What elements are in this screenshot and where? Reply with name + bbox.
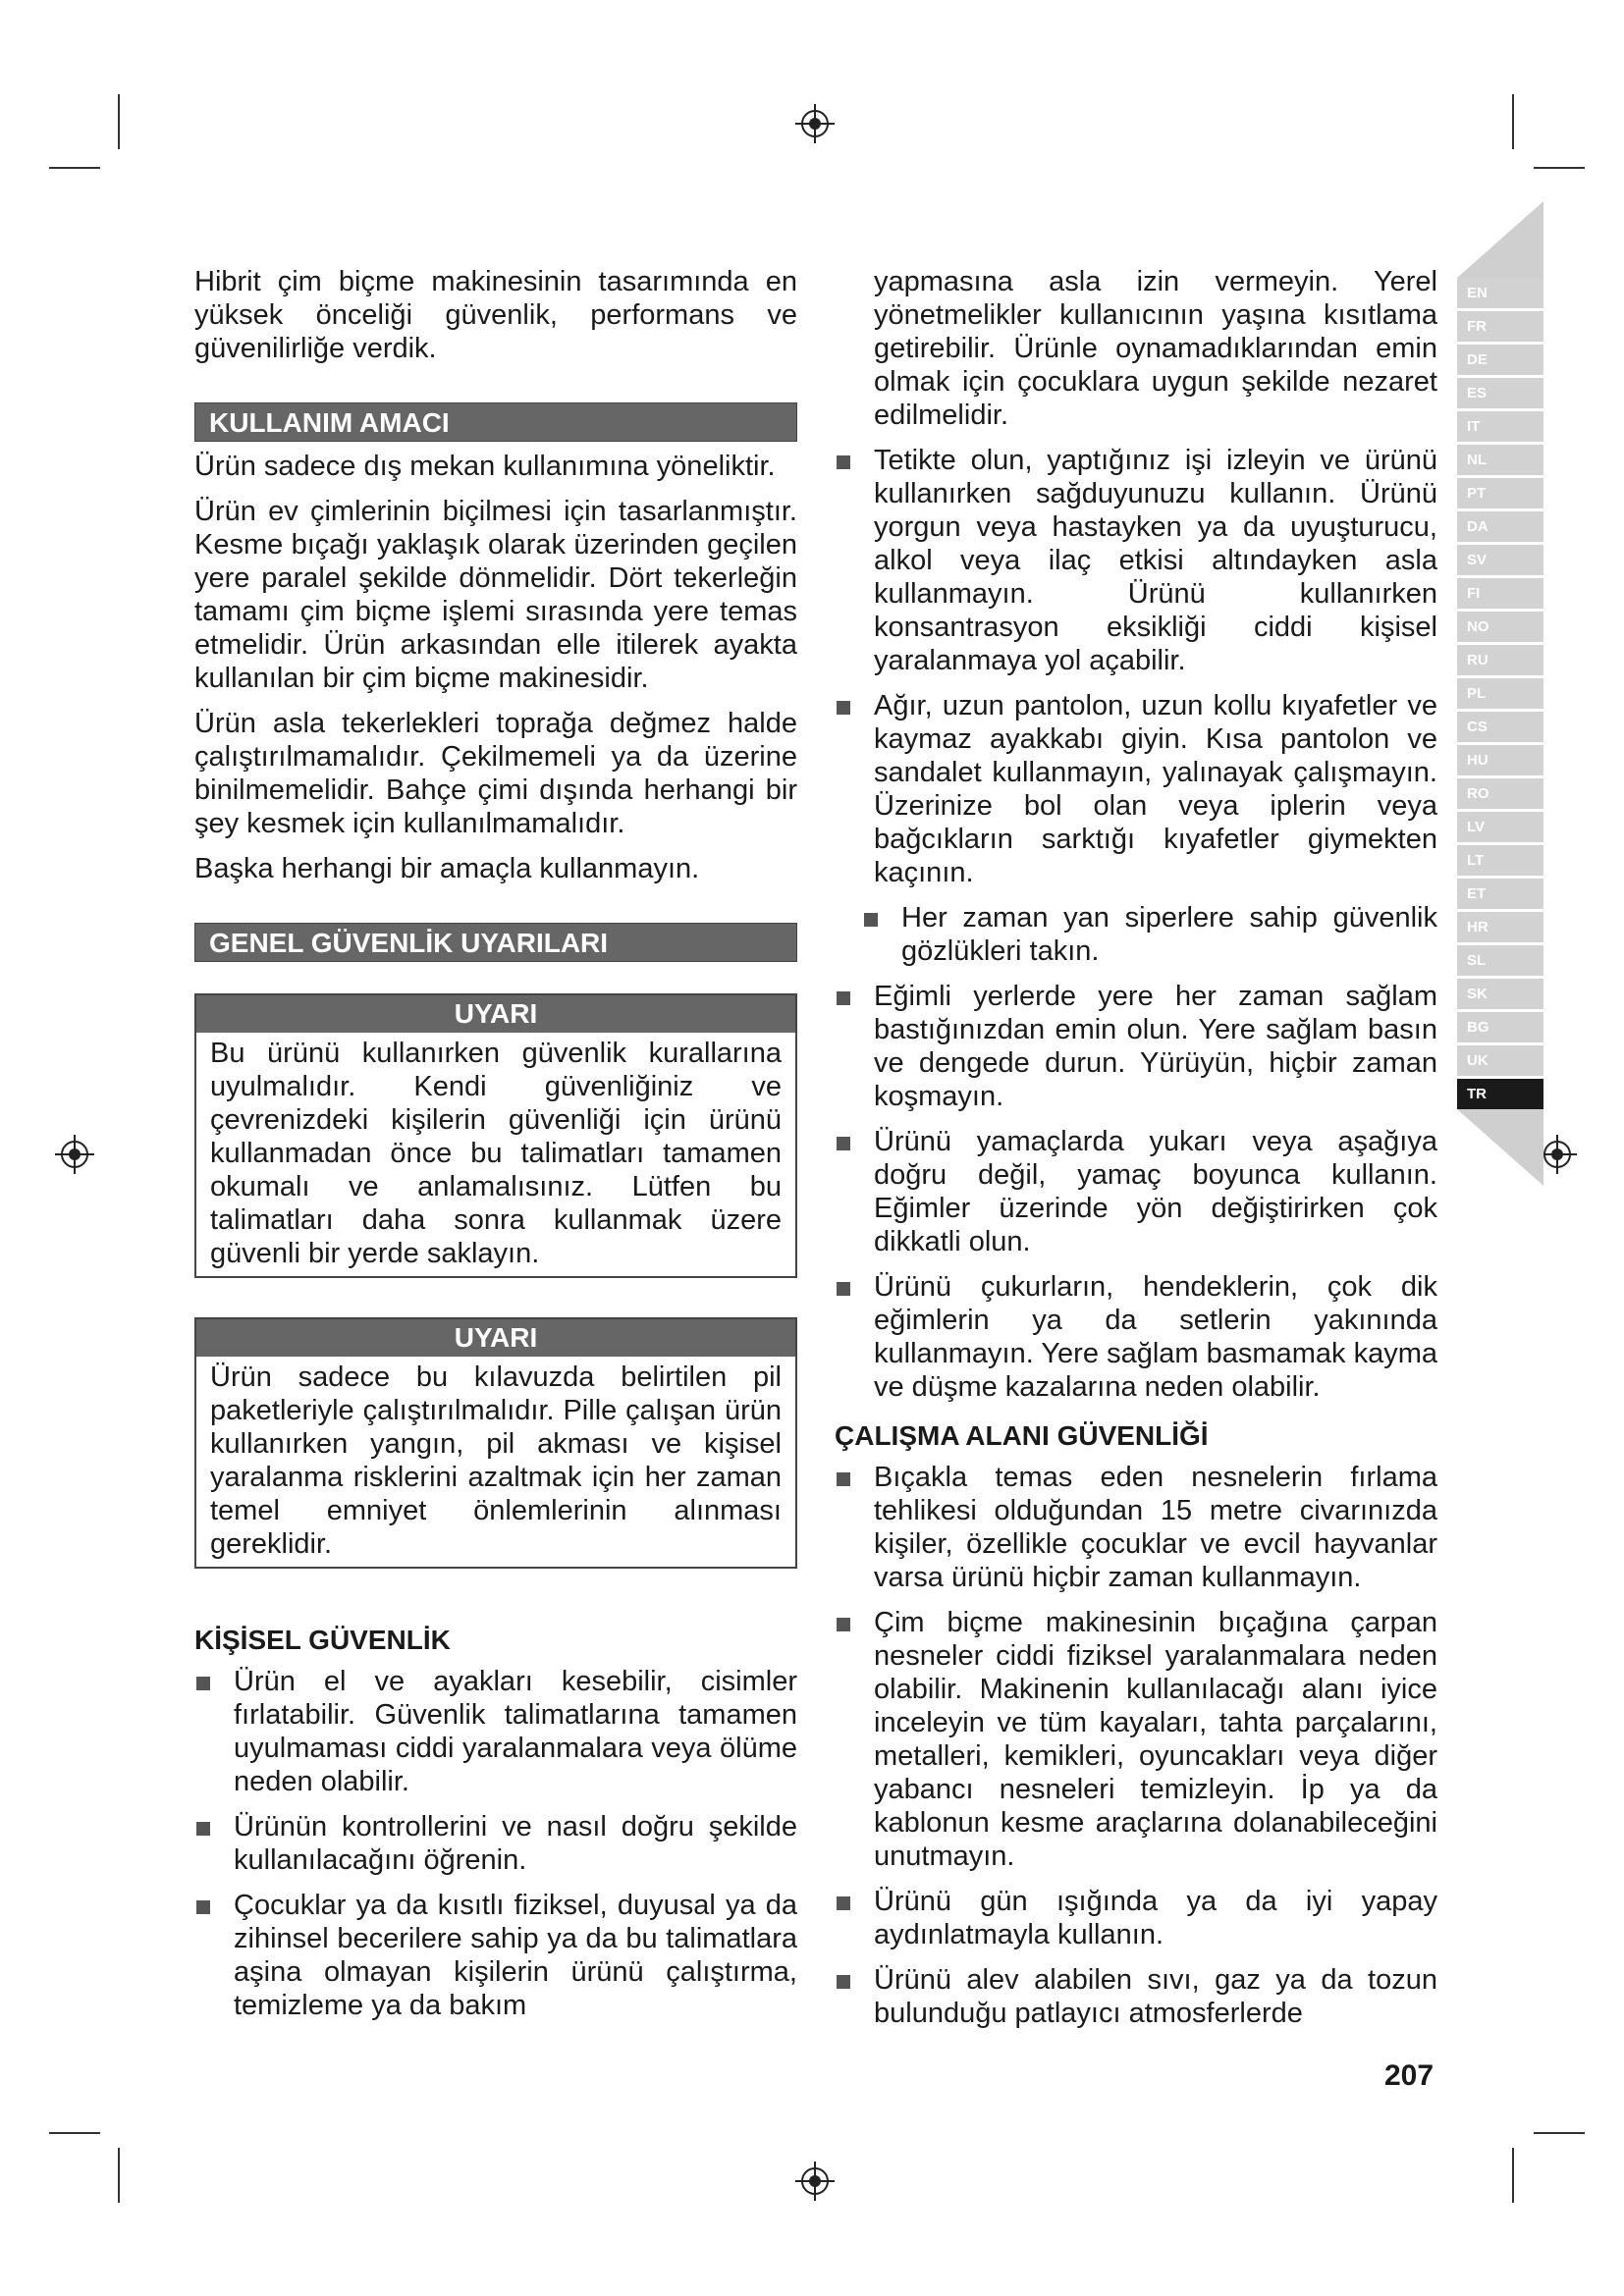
continuation-paragraph: yapmasına asla izin vermeyin. Yerel yönetmelikler kullanıcının yaşına kısıtlama getirebilir. Ürünle oynamadıklarından emin olmak için çocuklara uygun şekilde nezaret edilmelidir. bbox=[874, 266, 1437, 431]
language-tab-uk[interactable]: UK bbox=[1457, 1045, 1543, 1076]
language-tabs bbox=[1457, 278, 1543, 1112]
bullet-icon bbox=[196, 1900, 210, 1914]
warning-box bbox=[194, 993, 797, 1278]
list-item: Her zaman yan siperlere sahip güvenlik gözlükleri takın. bbox=[862, 901, 1437, 968]
list-item: Ürünü yamaçlarda yukarı veya aşağıya doğru değil, yamaç boyunca kullanın. Eğimler üzerinde yön değiştirirken çok dikkatli olun. bbox=[835, 1125, 1437, 1258]
list-item: Eğimli yerlerde yere her zaman sağlam bastığınızdan emin olun. Yere sağlam basın ve dengede durun. Yürüyün, hiçbir zaman koşmayın. bbox=[835, 980, 1437, 1113]
usage-paragraph: Başka herhangi bir amaçla kullanmayın. bbox=[194, 853, 700, 884]
bullet-icon bbox=[196, 1677, 210, 1690]
language-tab-fr[interactable]: FR bbox=[1457, 311, 1543, 342]
warning-box bbox=[194, 1317, 797, 1569]
language-tab-lt[interactable]: LT bbox=[1457, 845, 1543, 876]
crop-mark bbox=[1534, 167, 1585, 169]
language-tab-es[interactable]: ES bbox=[1457, 378, 1543, 408]
tab-strip-top-decoration bbox=[1457, 201, 1543, 278]
subheading-personal-safety: KİŞİSEL GÜVENLİK bbox=[194, 1625, 451, 1655]
usage-paragraph: Ürün ev çimlerinin biçilmesi için tasarlanmıştır. Kesme bıçağı yaklaşık olarak üzerinden geçilen yere paralel şekilde dönmelidir. Dört tekerleğin tamamı çim biçme işlemi sırasında yere temas etmelidir. Ürün arkasından elle itilerek ayakta kullanılan bir çim biçme makinesidir. bbox=[194, 496, 797, 694]
bullet-icon bbox=[196, 1822, 210, 1836]
language-tab-fi[interactable]: FI bbox=[1457, 578, 1543, 609]
language-tab-pl[interactable]: PL bbox=[1457, 678, 1543, 709]
language-tab-it[interactable]: IT bbox=[1457, 411, 1543, 442]
left-column bbox=[194, 265, 797, 2034]
intro-paragraph: Hibrit çim biçme makinesinin tasarımında en yüksek önceliği güvenlik, performans ve güvenilirliğe verdik. bbox=[194, 266, 797, 364]
bullet-icon bbox=[837, 991, 850, 1005]
language-tab-sk[interactable]: SK bbox=[1457, 979, 1543, 1009]
language-tab-da[interactable]: DA bbox=[1457, 511, 1543, 542]
bullet-icon bbox=[837, 1975, 850, 1989]
list-item: Ürünü gün ışığında ya da iyi yapay aydınlatmayla kullanın. bbox=[835, 1885, 1437, 1951]
language-tab-sv[interactable]: SV bbox=[1457, 545, 1543, 575]
list-item: Bıçakla temas eden nesnelerin fırlama tehlikesi olduğundan 15 metre civarınızda kişiler, özellikle çocuklar ve evcil hayvanlar varsa ürünü hiçbir zaman kullanmayın. bbox=[835, 1461, 1437, 1594]
list-item: Ürünü alev alabilen sıvı, gaz ya da tozun bulunduğu patlayıcı atmosferlerde bbox=[835, 1963, 1437, 2030]
language-tab-ro[interactable]: RO bbox=[1457, 778, 1543, 809]
bullet-icon bbox=[837, 1618, 850, 1631]
crop-mark bbox=[49, 167, 100, 169]
language-tab-pt[interactable]: PT bbox=[1457, 478, 1543, 508]
list-item: Ağır, uzun pantolon, uzun kollu kıyafetler ve kaymaz ayakkabı giyin. Kısa pantolon ve sandalet kullanmayın, yalınayak çalışmayın. Üzerinize bol olan veya iplerin veya bağcıkların sarktığı kıyafetler giymekten kaçının. bbox=[835, 689, 1437, 889]
language-tab-tr[interactable]: TR bbox=[1457, 1079, 1543, 1109]
language-tab-de[interactable]: DE bbox=[1457, 345, 1543, 375]
registration-mark-icon bbox=[55, 1135, 94, 1174]
right-column bbox=[835, 265, 1437, 2042]
bullet-icon bbox=[837, 1137, 850, 1150]
language-tab-nl[interactable]: NL bbox=[1457, 445, 1543, 475]
bullet-icon bbox=[864, 913, 878, 927]
tab-strip-bottom-decoration bbox=[1457, 1109, 1543, 1186]
usage-paragraph: Ürün sadece dış mekan kullanımına yöneliktir. bbox=[194, 451, 776, 482]
crop-mark bbox=[1512, 2148, 1514, 2203]
warning-label: UYARI bbox=[196, 995, 795, 1033]
personal-safety-list-continued bbox=[835, 444, 1437, 1404]
list-item: Ürünü çukurların, hendeklerin, çok dik eğimlerin ya da setlerin yakınında kullanmayın. Yere sağlam basmamak kayma ve düşme kazalarına neden olabilir. bbox=[835, 1270, 1437, 1404]
crop-mark bbox=[118, 94, 120, 149]
warning-text: Ürün sadece bu kılavuzda belirtilen pil paketleriyle çalıştırılmalıdır. Pille çalışan ürün kullanırken yangın, pil akması ve kişisel yaralanma risklerini azaltmak için her zaman temel emniyet önlemlerinin alınması gereklidir. bbox=[210, 1362, 782, 1560]
language-tab-sl[interactable]: SL bbox=[1457, 945, 1543, 976]
language-tab-lv[interactable]: LV bbox=[1457, 812, 1543, 842]
warning-label: UYARI bbox=[196, 1319, 795, 1357]
registration-mark-icon bbox=[795, 2162, 835, 2201]
registration-mark-icon bbox=[795, 104, 835, 143]
language-tab-hu[interactable]: HU bbox=[1457, 745, 1543, 775]
page-number: 207 bbox=[1384, 2059, 1435, 2092]
list-item: Çim biçme makinesinin bıçağına çarpan nesneler ciddi fiziksel yaralanmalara neden olabilir. Makinenin kullanılacağı alanı iyice inceleyin ve tüm kayaları, tahta parçalarını, metalleri, kemikleri, oyuncakları veya diğer yabancı nesneleri temizleyin. İp ya da kablonun kesme araçlarına dolanabileceğini unutmayın. bbox=[835, 1606, 1437, 1873]
warning-text: Bu ürünü kullanırken güvenlik kurallarına uyulmalıdır. Kendi güvenliğiniz ve çevrenizdeki kişilerin güvenliği için ürünü kullanmadan önce bu talimatları tamamen okumalı ve anlamalısınız. Lütfen bu talimatları daha sonra kullanmak üzere güvenli bir yerde saklayın. bbox=[210, 1038, 782, 1269]
language-tab-cs[interactable]: CS bbox=[1457, 712, 1543, 742]
list-item: Ürünün kontrollerini ve nasıl doğru şekilde kullanılacağını öğrenin. bbox=[194, 1810, 797, 1877]
language-tab-et[interactable]: ET bbox=[1457, 879, 1543, 909]
registration-mark-icon bbox=[1538, 1135, 1577, 1174]
usage-paragraph: Ürün asla tekerlekleri toprağa değmez halde çalıştırılmamalıdır. Çekilmemeli ya da üzerine binilmemelidir. Bahçe çimi dışında herhangi bir şey kesmek için kullanılmamalıdır. bbox=[194, 708, 797, 839]
language-tab-en[interactable]: EN bbox=[1457, 278, 1543, 308]
crop-mark bbox=[49, 2132, 100, 2134]
subheading-work-area-safety: ÇALIŞMA ALANI GÜVENLİĞİ bbox=[835, 1420, 1209, 1451]
crop-mark bbox=[1512, 94, 1514, 149]
work-area-list bbox=[835, 1461, 1437, 2030]
list-item: Çocuklar ya da kısıtlı fiziksel, duyusal ya da zihinsel becerilere sahip ya da bu talimatlara aşina olmayan kişilerin ürünü çalıştırma, temizleme ya da bakım bbox=[194, 1889, 797, 2022]
crop-mark bbox=[1534, 2132, 1585, 2134]
bullet-icon bbox=[837, 1896, 850, 1910]
language-tab-hr[interactable]: HR bbox=[1457, 912, 1543, 942]
language-tab-bg[interactable]: BG bbox=[1457, 1012, 1543, 1042]
language-tab-ru[interactable]: RU bbox=[1457, 645, 1543, 675]
personal-safety-list bbox=[194, 1665, 797, 2022]
bullet-icon bbox=[837, 455, 850, 469]
bullet-icon bbox=[837, 701, 850, 715]
list-item: Ürün el ve ayakları kesebilir, cisimler fırlatabilir. Güvenlik talimatlarına tamamen uyulmaması ciddi yaralanmalara veya ölüme neden olabilir. bbox=[194, 1665, 797, 1798]
section-header-general-safety: GENEL GÜVENLİK UYARILARI bbox=[194, 923, 797, 962]
bullet-icon bbox=[837, 1472, 850, 1486]
crop-mark bbox=[118, 2148, 120, 2203]
section-header-usage: KULLANIM AMACI bbox=[194, 402, 797, 442]
bullet-icon bbox=[837, 1282, 850, 1296]
list-item: Tetikte olun, yaptığınız işi izleyin ve ürünü kullanırken sağduyunuzu kullanın. Ürünü yorgun veya hastayken ya da uyuşturucu, alkol veya ilaç etkisi altındayken asla kullanmayın. Ürünü kullanırken konsantrasyon eksikliği ciddi kişisel yaralanmaya yol açabilir. bbox=[835, 444, 1437, 677]
language-tab-no[interactable]: NO bbox=[1457, 612, 1543, 642]
